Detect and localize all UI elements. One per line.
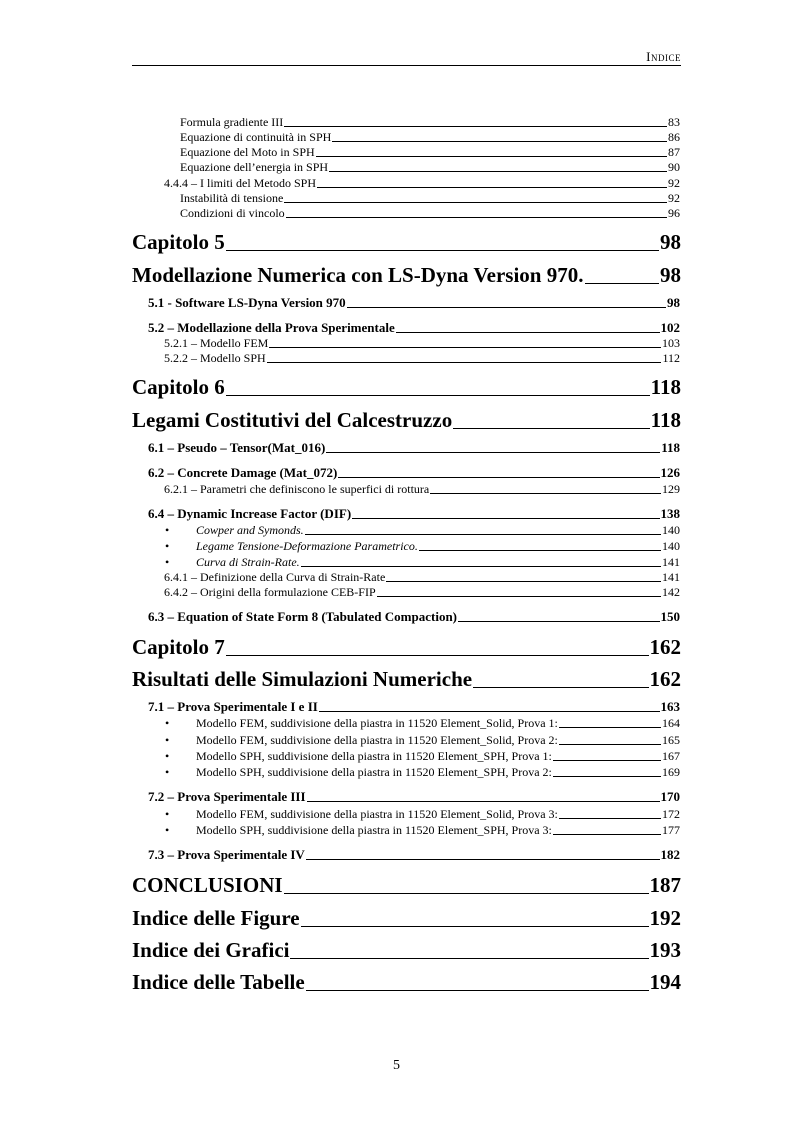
toc-chapter[interactable]: Indice delle Tabelle 194 [132,970,681,994]
toc-entry[interactable]: Legame Tensione-Deformazione Parametrico. 140 [196,539,680,553]
leader [458,621,659,622]
toc-entry[interactable]: Modello SPH, suddivisione della piastra in 11520 Element_SPH, Prova 3: 177 [196,823,680,837]
leader [332,141,667,142]
leader [329,171,667,172]
toc-entry[interactable]: Cowper and Symonds. 140 [196,523,680,537]
bullet-icon: • [165,807,170,821]
leader [386,581,661,582]
running-header [132,49,681,66]
bullet-icon: • [165,765,170,779]
leader [559,727,661,728]
leader [553,776,661,777]
leader [396,332,660,333]
leader [316,156,667,157]
toc-entry[interactable]: Equazione di continuità in SPH 86 [180,130,680,144]
leader [226,250,659,251]
leader [306,990,649,991]
bullet-icon: • [165,716,170,730]
toc-section[interactable]: 5.1 - Software LS-Dyna Version 970 98 [148,295,680,310]
toc-entry[interactable]: Formula gradiente III 83 [180,115,680,129]
leader [559,818,661,819]
toc-chapter[interactable]: CONCLUSIONI 187 [132,873,681,897]
toc-chapter[interactable]: Indice dei Grafici 193 [132,938,681,962]
toc-chapter[interactable]: Legami Costitutivi del Calcestruzzo 118 [132,408,681,432]
leader [307,801,660,802]
bullet-icon: • [165,733,170,747]
leader [284,893,649,894]
leader [347,307,666,308]
toc-section[interactable]: 6.1 – Pseudo – Tensor(Mat_016) 118 [148,440,680,455]
toc-chapter[interactable]: Risultati delle Simulazioni Numeriche 162 [132,667,681,691]
toc-entry[interactable]: Curva di Strain-Rate. 141 [196,555,680,569]
bullet-icon: • [165,823,170,837]
toc-entry[interactable]: Modello FEM, suddivisione della piastra in 11520 Element_Solid, Prova 2: 165 [196,733,680,747]
page-number: 5 [393,1058,400,1073]
leader [317,187,667,188]
toc-entry[interactable]: Modello SPH, suddivisione della piastra in 11520 Element_SPH, Prova 2: 169 [196,765,680,779]
toc-chapter[interactable]: Modellazione Numerica con LS-Dyna Version 970. 98 [132,263,681,287]
toc-chapter[interactable]: Capitolo 7 162 [132,635,681,659]
toc-entry[interactable]: 5.2.1 – Modello FEM 103 [164,336,680,350]
leader [352,518,659,519]
toc-section[interactable]: 5.2 – Modellazione della Prova Sperimentale 102 [148,320,680,335]
toc-entry[interactable]: 6.4.2 – Origini della formulazione CEB-FIP 142 [164,585,680,599]
toc-section[interactable]: 7.2 – Prova Sperimentale III 170 [148,789,680,804]
toc-entry[interactable]: 4.4.4 – I limiti del Metodo SPH 92 [164,176,680,190]
leader [269,347,661,348]
leader [226,655,649,656]
leader [226,395,650,396]
leader [301,566,661,567]
toc-entry[interactable]: Equazione del Moto in SPH 87 [180,145,680,159]
leader [585,283,660,284]
toc-entry[interactable]: 6.2.1 – Parametri che definiscono le superfici di rottura 129 [164,482,680,496]
leader [306,859,660,860]
toc-section[interactable]: 6.3 – Equation of State Form 8 (Tabulated Compaction) 150 [148,609,680,624]
leader [453,428,649,429]
toc-entry[interactable]: Modello FEM, suddivisione della piastra in 11520 Element_Solid, Prova 1: 164 [196,716,680,730]
leader [559,744,661,745]
bullet-icon: • [165,749,170,763]
toc-chapter[interactable]: Capitolo 5 98 [132,230,681,254]
leader [286,217,667,218]
leader [319,711,660,712]
bullet-icon: • [165,555,170,569]
bullet-icon: • [165,523,170,537]
leader [267,362,662,363]
toc-entry[interactable]: Equazione dell’energia in SPH 90 [180,160,680,174]
toc-chapter[interactable]: Indice delle Figure 192 [132,906,681,930]
leader [430,493,661,494]
toc-section[interactable]: 6.2 – Concrete Damage (Mat_072) 126 [148,465,680,480]
leader [301,926,649,927]
toc-entry[interactable]: Condizioni di vincolo 96 [180,206,680,220]
toc-entry[interactable]: 5.2.2 – Modello SPH 112 [164,351,680,365]
leader [553,834,661,835]
toc-section[interactable]: 7.3 – Prova Sperimentale IV 182 [148,847,680,862]
leader [290,958,648,959]
leader [419,550,661,551]
leader [377,596,661,597]
leader [326,452,660,453]
header-title: Indice [646,49,681,64]
toc-entry[interactable]: Instabilità di tensione 92 [180,191,680,205]
toc-entry[interactable]: Modello SPH, suddivisione della piastra in 11520 Element_SPH, Prova 1: 167 [196,749,680,763]
leader [284,202,667,203]
leader [284,126,667,127]
toc-entry[interactable]: 6.4.1 – Definizione della Curva di Strain-Rate 141 [164,570,680,584]
toc-section[interactable]: 7.1 – Prova Sperimentale I e II 163 [148,699,680,714]
toc-section[interactable]: 6.4 – Dynamic Increase Factor (DIF) 138 [148,506,680,521]
leader [338,477,659,478]
toc-chapter[interactable]: Capitolo 6 118 [132,375,681,399]
leader [473,687,648,688]
leader [305,534,661,535]
leader [553,760,661,761]
bullet-icon: • [165,539,170,553]
toc-entry[interactable]: Modello FEM, suddivisione della piastra in 11520 Element_Solid, Prova 3: 172 [196,807,680,821]
